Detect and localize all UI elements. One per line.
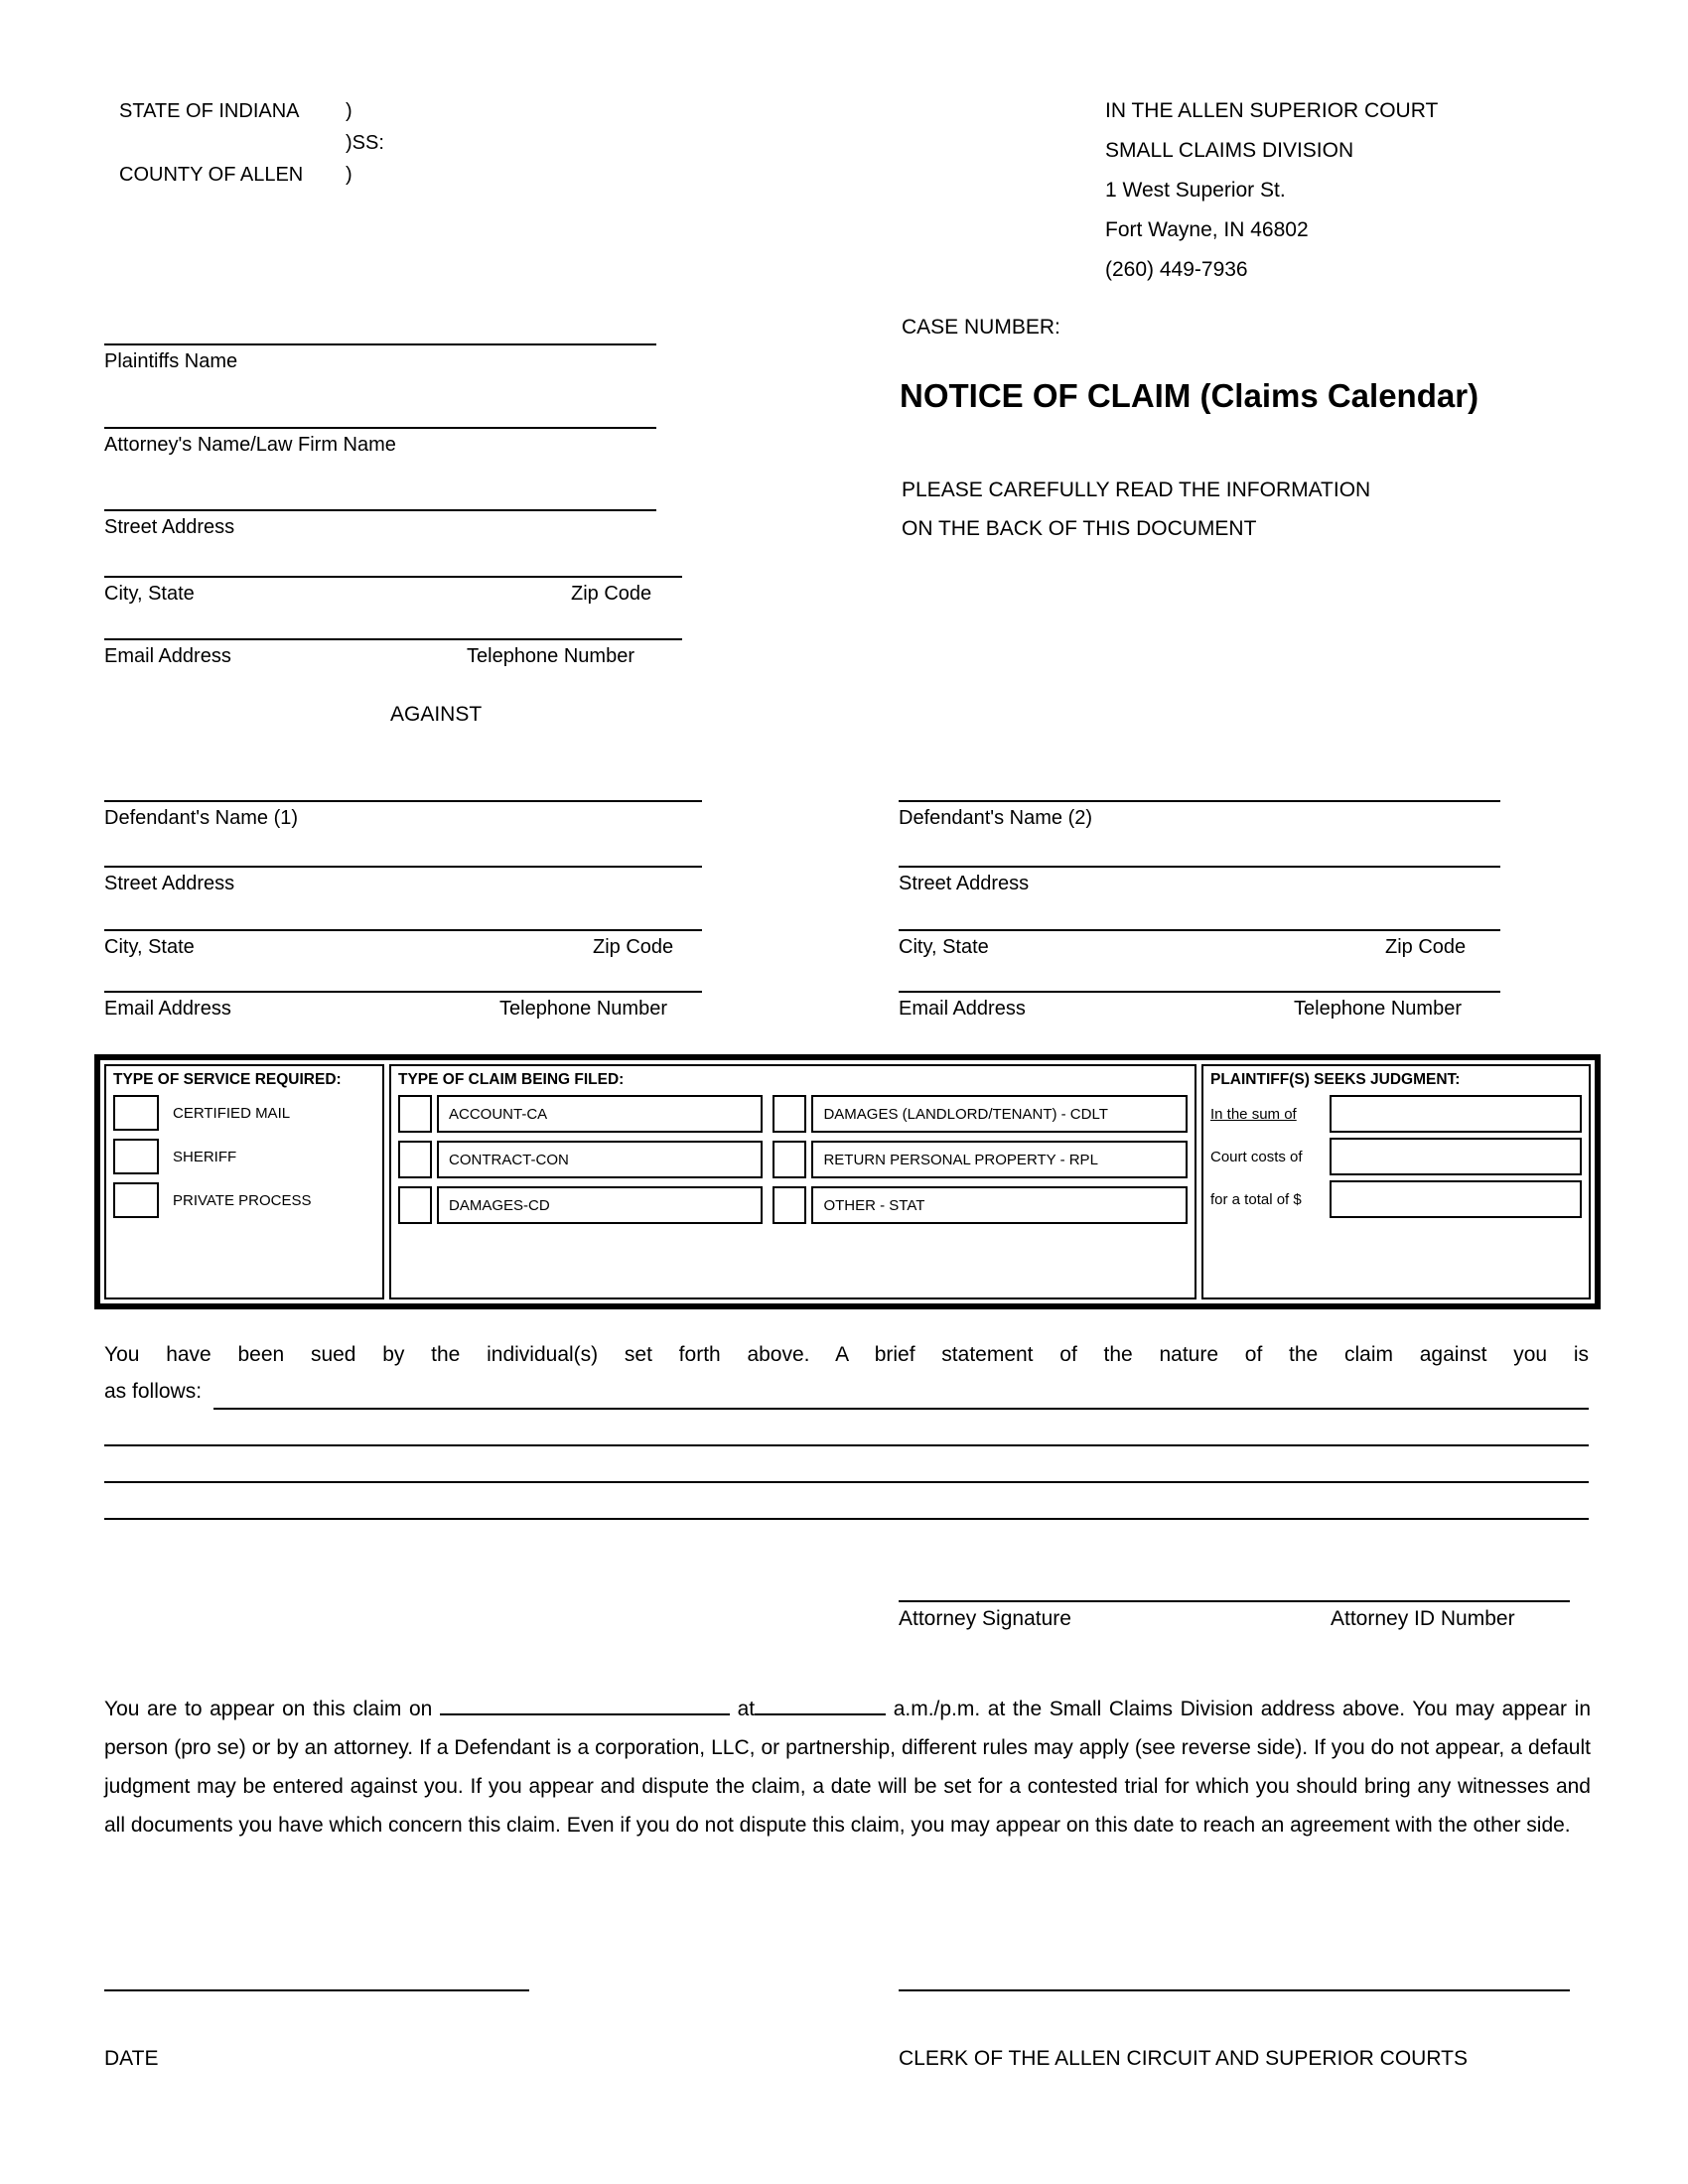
appearance-part-2: at bbox=[737, 1698, 756, 1720]
plaintiff-email-label: Email Address bbox=[104, 645, 231, 667]
judgment-costs-label: Court costs of bbox=[1210, 1148, 1303, 1165]
return-property-rpl-checkbox[interactable] bbox=[773, 1141, 806, 1178]
statement-blank-line-3[interactable] bbox=[104, 1446, 1589, 1483]
court-address-block bbox=[1105, 91, 1438, 290]
appearance-part-3: a.m./p.m. at the Small Claims Division address above. You may appear in person (pro se) or by an attorney. If a Defendant is a corporation, LLC, or partnership, different rules may apply (see reverse side). If you do not appear, a default judgment may be entered against you. If you appear and dispute the claim, a date will be set for a contested trial for which you should bring any witnesses and all documents you have which concern this claim. Even if you do not dispute this claim, you may appear on this date to reach an agreement with the other side. bbox=[104, 1698, 1591, 1837]
notice-line-1: PLEASE CAREFULLY READ THE INFORMATION bbox=[902, 478, 1371, 501]
plaintiff-attorney-field bbox=[104, 427, 656, 457]
judgment-section bbox=[1201, 1064, 1591, 1299]
sheriff-label: SHERIFF bbox=[173, 1148, 237, 1165]
judgment-costs-cell[interactable] bbox=[1330, 1138, 1582, 1175]
judgment-total-label: for a total of $ bbox=[1210, 1190, 1302, 1208]
account-ca-label: ACCOUNT-CA bbox=[437, 1095, 763, 1133]
defendant2-city-label: City, State bbox=[899, 936, 989, 958]
venue-spacer bbox=[119, 127, 346, 159]
claim-row-landlord-tenant bbox=[773, 1095, 1188, 1133]
defendant2-street-label: Street Address bbox=[899, 873, 1030, 894]
statement-fill-line-1[interactable] bbox=[213, 1408, 1589, 1410]
plaintiff-email-phone-field bbox=[104, 638, 682, 668]
return-property-rpl-label: RETURN PERSONAL PROPERTY - RPL bbox=[811, 1141, 1188, 1178]
plaintiff-city-label: City, State bbox=[104, 583, 195, 605]
defendant1-email-label: Email Address bbox=[104, 998, 231, 1020]
venue-block bbox=[119, 95, 384, 191]
notice-text bbox=[902, 471, 1370, 548]
venue-ss: )SS: bbox=[346, 132, 384, 154]
plaintiff-name-field bbox=[104, 343, 656, 373]
appearance-paragraph bbox=[104, 1690, 1591, 1844]
plaintiff-attorney-label: Attorney's Name/Law Firm Name bbox=[104, 434, 396, 456]
claims-table bbox=[94, 1054, 1601, 1309]
judgment-sum-cell[interactable] bbox=[1330, 1095, 1582, 1133]
court-name: IN THE ALLEN SUPERIOR COURT bbox=[1105, 99, 1439, 122]
contract-con-checkbox[interactable] bbox=[398, 1141, 432, 1178]
case-number-label: CASE NUMBER: bbox=[902, 316, 1060, 339]
other-stat-label: OTHER - STAT bbox=[811, 1186, 1188, 1224]
claim-row-return-property bbox=[773, 1141, 1188, 1178]
claim-statement-as-follows: as follows: bbox=[104, 1380, 203, 1403]
claim-type-header: TYPE OF CLAIM BEING FILED: bbox=[398, 1071, 625, 1088]
claim-row-account bbox=[398, 1095, 763, 1133]
defendant1-city-label: City, State bbox=[104, 936, 195, 958]
private-process-checkbox[interactable] bbox=[113, 1182, 159, 1218]
claim-row-other bbox=[773, 1186, 1188, 1224]
certified-mail-checkbox[interactable] bbox=[113, 1095, 159, 1131]
defendant2-email-phone-field bbox=[899, 991, 1500, 1021]
document-title: NOTICE OF CLAIM (Claims Calendar) bbox=[900, 377, 1479, 414]
claim-type-section bbox=[389, 1064, 1196, 1299]
plaintiff-name-label: Plaintiffs Name bbox=[104, 350, 238, 372]
appearance-date-blank[interactable] bbox=[440, 1695, 730, 1715]
judgment-row-total bbox=[1210, 1180, 1582, 1218]
statement-blank-line-2[interactable] bbox=[104, 1410, 1589, 1446]
defendant2-name-label: Defendant's Name (2) bbox=[899, 807, 1093, 829]
claim-type-column-2 bbox=[773, 1095, 1188, 1232]
clerk-label: CLERK OF THE ALLEN CIRCUIT AND SUPERIOR COURTS bbox=[899, 2047, 1468, 2070]
appearance-part-1: You are to appear on this claim on bbox=[104, 1698, 433, 1720]
defendant1-street-field bbox=[104, 866, 702, 895]
certified-mail-label: CERTIFIED MAIL bbox=[173, 1104, 291, 1122]
damages-cdlt-label: DAMAGES (LANDLORD/TENANT) - CDLT bbox=[811, 1095, 1188, 1133]
defendant1-name-label: Defendant's Name (1) bbox=[104, 807, 299, 829]
sheriff-checkbox[interactable] bbox=[113, 1139, 159, 1174]
account-ca-checkbox[interactable] bbox=[398, 1095, 432, 1133]
claim-type-column-1 bbox=[398, 1095, 763, 1232]
contract-con-label: CONTRACT-CON bbox=[437, 1141, 763, 1178]
date-label: DATE bbox=[104, 2047, 159, 2070]
damages-cd-checkbox[interactable] bbox=[398, 1186, 432, 1224]
plaintiff-street-field bbox=[104, 509, 656, 539]
damages-cd-label: DAMAGES-CD bbox=[437, 1186, 763, 1224]
service-header: TYPE OF SERVICE REQUIRED: bbox=[113, 1071, 342, 1088]
claim-statement-text: You have been sued by the individual(s) set forth above. A brief statement of the nature of the claim against you is bbox=[104, 1343, 1589, 1366]
venue-paren-bottom: ) bbox=[346, 164, 352, 186]
judgment-sum-label: In the sum of bbox=[1210, 1105, 1297, 1123]
court-street: 1 West Superior St. bbox=[1105, 179, 1286, 202]
plaintiff-zip-label: Zip Code bbox=[571, 583, 652, 605]
attorney-signature-label: Attorney Signature bbox=[899, 1607, 1071, 1630]
court-city-state: Fort Wayne, IN 46802 bbox=[1105, 218, 1309, 241]
defendant2-city-zip-field bbox=[899, 929, 1500, 959]
venue-county: COUNTY OF ALLEN bbox=[119, 164, 304, 186]
attorney-id-label: Attorney ID Number bbox=[1331, 1607, 1515, 1630]
judgment-row-sum bbox=[1210, 1095, 1582, 1133]
plaintiff-street-label: Street Address bbox=[104, 516, 235, 538]
defendant2-street-field bbox=[899, 866, 1500, 895]
defendant2-zip-label: Zip Code bbox=[1385, 936, 1467, 958]
clerk-signature-field bbox=[899, 1989, 1570, 1991]
claim-statement-block bbox=[104, 1336, 1589, 1520]
defendant2-name-field bbox=[899, 800, 1500, 830]
defendant1-name-field bbox=[104, 800, 702, 830]
statement-blank-line-4[interactable] bbox=[104, 1483, 1589, 1520]
venue-paren-top: ) bbox=[346, 100, 352, 122]
venue-state: STATE OF INDIANA bbox=[119, 100, 300, 122]
service-section bbox=[104, 1064, 384, 1299]
clerk-signature-line[interactable] bbox=[899, 1989, 1570, 1991]
private-process-label: PRIVATE PROCESS bbox=[173, 1191, 312, 1209]
service-row-certified-mail bbox=[113, 1095, 375, 1131]
date-signature-field bbox=[104, 1989, 529, 1991]
service-row-private-process bbox=[113, 1182, 375, 1218]
plaintiff-phone-label: Telephone Number bbox=[467, 645, 634, 667]
claim-row-contract bbox=[398, 1141, 763, 1178]
plaintiff-city-zip-field bbox=[104, 576, 682, 606]
defendant1-street-label: Street Address bbox=[104, 873, 235, 894]
other-stat-checkbox[interactable] bbox=[773, 1186, 806, 1224]
defendant2-phone-label: Telephone Number bbox=[1294, 998, 1462, 1020]
court-division: SMALL CLAIMS DIVISION bbox=[1105, 139, 1354, 162]
attorney-signature-field bbox=[899, 1600, 1570, 1631]
court-phone: (260) 449-7936 bbox=[1105, 258, 1248, 281]
judgment-header: PLAINTIFF(S) SEEKS JUDGMENT: bbox=[1210, 1071, 1461, 1088]
appearance-time-blank[interactable] bbox=[755, 1695, 886, 1715]
service-row-sheriff bbox=[113, 1139, 375, 1174]
damages-cdlt-checkbox[interactable] bbox=[773, 1095, 806, 1133]
defendant2-email-label: Email Address bbox=[899, 998, 1026, 1020]
judgment-total-cell[interactable] bbox=[1330, 1180, 1582, 1218]
defendant1-email-phone-field bbox=[104, 991, 702, 1021]
defendant1-zip-label: Zip Code bbox=[593, 936, 674, 958]
defendant1-phone-label: Telephone Number bbox=[499, 998, 667, 1020]
defendant1-city-zip-field bbox=[104, 929, 702, 959]
against-label: AGAINST bbox=[390, 703, 483, 726]
judgment-row-costs bbox=[1210, 1138, 1582, 1175]
notice-line-2: ON THE BACK OF THIS DOCUMENT bbox=[902, 517, 1257, 540]
date-signature-line[interactable] bbox=[104, 1989, 529, 1991]
claim-row-damages bbox=[398, 1186, 763, 1224]
